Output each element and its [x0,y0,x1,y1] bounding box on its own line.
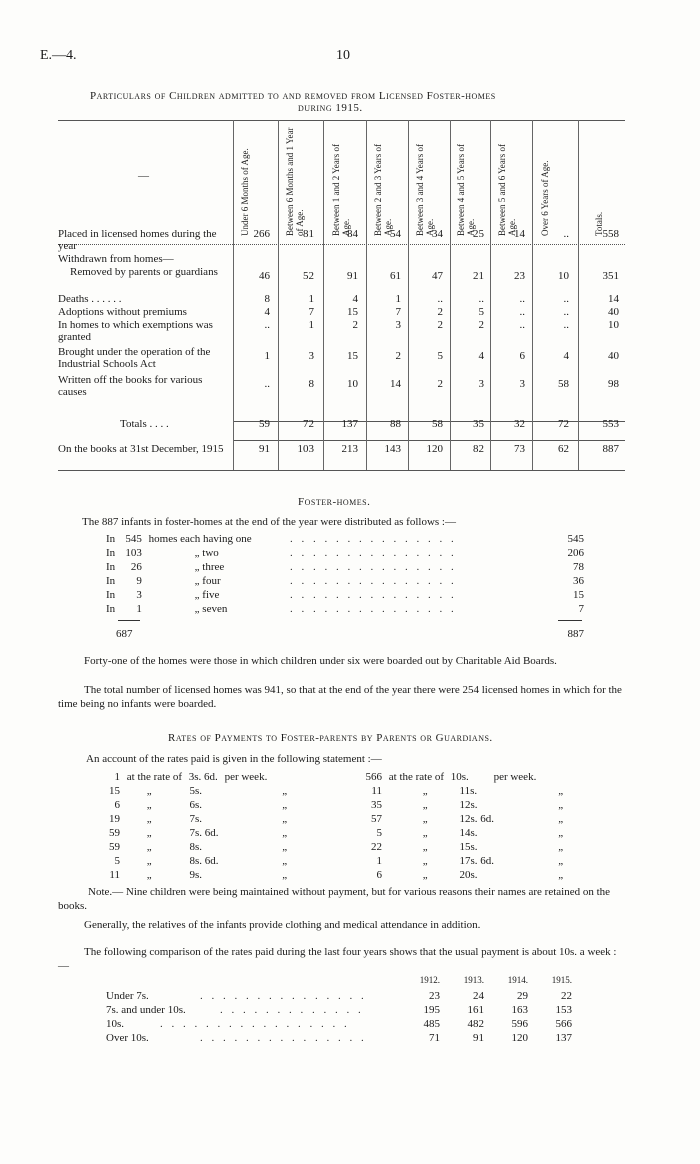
cell: 10 [347,378,358,390]
cell: 35 [473,418,484,430]
rate: 14s. [459,827,478,839]
row-label-on-books: On the books at 31st December, 1915 [58,443,224,455]
cell: 485 [423,1018,440,1030]
cell: 81 [303,228,314,240]
cell: 24 [473,990,484,1002]
homes-desc: „ three [194,561,225,573]
cell: 34 [432,228,443,240]
col-head-1-2-years: Between 1 and 2 Years of Age. [331,144,351,236]
per-week: „ [558,869,564,881]
cell: 91 [347,270,358,282]
col-head-totals: Totals. [594,211,604,236]
cell: 2 [395,350,401,362]
cell: .. [519,319,525,331]
in-word: In [106,533,116,545]
per-week: „ [282,827,288,839]
cell: 351 [602,270,619,282]
count: 6 [114,799,120,811]
count: 22 [371,841,382,853]
cell: 47 [432,270,443,282]
list-item [106,603,227,615]
cell: 2 [352,319,358,331]
list-item [106,561,224,573]
list-item [360,799,563,811]
rates-intro: An account of the rates paid is given in the following statement :— [86,753,382,765]
sum-homes: 687 [116,628,133,640]
per-week: „ [558,785,564,797]
cell: 163 [511,1004,528,1016]
in-word: In [106,561,116,573]
ditto: „ [146,869,152,881]
row-label-industrial: Brought under the operation of the Industrial Schools Act [58,346,211,370]
cell: .. [519,293,525,305]
count: 11 [109,869,120,881]
col-head-under-6-months: Under 6 Months of Age. [240,148,250,236]
leader-dots: . . . . . . . . . . . . . . . [200,1032,367,1044]
ditto: „ [422,841,428,853]
count: 59 [109,827,120,839]
cell: 52 [303,270,314,282]
cell: 1 [264,350,270,362]
cell: 1 [395,293,401,305]
cell: 2 [437,306,443,318]
list-item [360,813,563,825]
list-item [100,799,287,811]
row-label-written-off: Written off the books for various causes [58,374,203,398]
cell: 6 [519,350,525,362]
rate: 7s. 6d. [189,827,219,839]
homes-desc: „ two [194,547,219,559]
leader-dots: . . . . . . . . . . . . . . . [290,533,457,545]
cell: 14 [514,228,525,240]
cell: 137 [341,418,358,430]
cell: 161 [467,1004,484,1016]
cell: 137 [555,1032,572,1044]
cell: 3 [308,350,314,362]
cell: 1 [308,293,314,305]
cell: 482 [467,1018,484,1030]
foster-intro: The 887 infants in foster-homes at the end of the year were distributed as follows :— [82,516,456,528]
row-label-exemptions: In homes to which exemptions was granted [58,319,213,343]
ditto: „ [422,785,428,797]
homes-count: 3 [136,589,142,601]
cell: .. [563,319,569,331]
rate: 10s. [450,771,469,783]
cell: 32 [514,418,525,430]
homes-desc: homes each having one [148,533,252,545]
cell: 98 [608,378,619,390]
list-item [360,855,563,867]
cell: 15 [347,306,358,318]
cell: 566 [555,1018,572,1030]
homes-desc: „ five [194,589,220,601]
in-word: In [106,589,116,601]
homes-desc: „ four [194,575,221,587]
rate: 20s. [459,869,478,881]
col-head-5-6-years: Between 5 and 6 Years of Age. [497,144,517,236]
cell: 91 [473,1032,484,1044]
cell: .. [264,378,270,390]
cell: .. [264,319,270,331]
count: 6 [376,869,382,881]
year-header: 1913. [463,975,484,985]
cell: 887 [602,443,619,455]
cell: 3 [478,378,484,390]
rate: 12s. 6d. [459,813,495,825]
sum-rule [118,620,140,621]
homes-desc: „ seven [194,603,228,615]
cell: 596 [511,1018,528,1030]
year-header: 1912. [419,975,440,985]
per-week: per week. [224,771,268,783]
list-item [360,827,563,839]
ditto: „ [422,799,428,811]
row-label-removed: Removed by parents or guardians [70,266,218,278]
cell: 61 [390,270,401,282]
list-item [106,589,219,601]
cell: 1 [308,319,314,331]
rate: 15s. [459,841,478,853]
licensed-homes-paragraph: The total number of licensed homes was 941, so that at the end of the year there were 254 licensed homes in which for the time being no infants were boarded. [58,684,622,710]
cell: 21 [473,270,484,282]
ditto: at the rate of [388,771,445,783]
ditto: „ [146,855,152,867]
children-particulars-table [58,120,625,472]
table1-title-line2: during 1915. [298,102,363,114]
row-total: 7 [578,603,584,615]
count: 15 [109,785,120,797]
ditto: at the rate of [126,771,183,783]
per-week: „ [282,799,288,811]
cell: .. [519,306,525,318]
year-header: 1915. [551,975,572,985]
per-week: „ [558,855,564,867]
row-label-totals: Totals . . . . [120,418,169,430]
cell: .. [563,306,569,318]
in-word: In [106,575,116,587]
rate: 8s. 6d. [189,855,219,867]
cell: 73 [514,443,525,455]
cell: 72 [303,418,314,430]
sum-rule [558,620,582,621]
row-total: 36 [573,575,584,587]
cell: 2 [437,319,443,331]
leader-dots: . . . . . . . . . . . . . . . [290,575,457,587]
cell: 195 [423,1004,440,1016]
count: 1 [114,771,120,783]
rate: 3s. 6d. [188,771,218,783]
note-paragraph: Note.— Nine children were being maintained without payment, but for various reasons their names are retained on the books. [58,886,611,912]
col-head-2-3-years: Between 2 and 3 Years of Age. [373,144,393,236]
comparison-label: 10s. [106,1018,125,1030]
cell: 120 [511,1032,528,1044]
cell: 266 [253,228,270,240]
cell: 58 [432,418,443,430]
cell: 213 [341,443,358,455]
list-item [100,855,287,867]
homes-count: 103 [125,547,142,559]
per-week: „ [282,869,288,881]
leader-dots: . . . . . . . . . . . . . . . [200,990,367,1002]
cell: 15 [347,350,358,362]
row-label-adoptions: Adoptions without premiums [58,306,187,318]
list-item [360,771,536,783]
cell: 84 [347,228,358,240]
cell: 4 [352,293,358,305]
cell: 153 [555,1004,572,1016]
cell: 71 [429,1032,440,1044]
count: 1 [376,855,382,867]
cell: 46 [259,270,270,282]
comparison-label: Over 10s. [106,1032,149,1044]
cell: 10 [558,270,569,282]
per-week: „ [558,799,564,811]
col-head-6-months-1-year: Between 6 Months and 1 Year of Age. [285,127,305,236]
per-week: „ [558,827,564,839]
row-label-deaths: Deaths . . . . . . [58,293,122,305]
cell: 40 [608,306,619,318]
leader-dots: . . . . . . . . . . . . . . . [290,561,457,573]
cell: 7 [395,306,401,318]
ditto: „ [422,827,428,839]
rate: 12s. [459,799,478,811]
cell: 7 [308,306,314,318]
row-label-withdrawn: Withdrawn from homes— [58,253,174,265]
cell: 40 [608,350,619,362]
count: 5 [376,827,382,839]
count: 35 [371,799,382,811]
cell: 8 [308,378,314,390]
cell: 59 [259,418,270,430]
comparison-label: Under 7s. [106,990,149,1002]
rate: 6s. [189,799,203,811]
cell: 8 [264,293,270,305]
cell: 558 [602,228,619,240]
cell: .. [563,228,569,240]
count: 57 [371,813,382,825]
cell: 4 [563,350,569,362]
list-item [100,827,287,839]
homes-count: 1 [136,603,142,615]
cell: 82 [473,443,484,455]
cell: 553 [602,418,619,430]
cell: 4 [478,350,484,362]
rate: 11s. [459,785,478,797]
list-item [100,785,287,797]
per-week: per week. [493,771,537,783]
list-item [360,841,563,853]
leader-dots: . . . . . . . . . . . . . [220,1004,364,1016]
ditto: „ [146,813,152,825]
row-total: 78 [573,561,584,573]
list-item [100,841,287,853]
list-item [106,547,219,559]
list-item [360,869,563,881]
table1-title: Particulars of Children admitted to and removed from Licensed Foster-homes [90,90,496,102]
cell: 10 [608,319,619,331]
per-week: „ [558,841,564,853]
ditto: „ [146,841,152,853]
col-head-over-6-years: Over 6 Years of Age. [540,160,550,236]
cell: 2 [437,378,443,390]
rate: 7s. [189,813,203,825]
cell: 3 [395,319,401,331]
homes-count: 545 [125,533,142,545]
cell: 62 [558,443,569,455]
count: 5 [114,855,120,867]
count: 59 [109,841,120,853]
cell: .. [437,293,443,305]
list-item [100,813,287,825]
leader-dots: . . . . . . . . . . . . . . . [290,547,457,559]
cell: 23 [514,270,525,282]
per-week: „ [282,855,288,867]
list-item [100,869,287,881]
rates-heading: Rates of Payments to Foster-parents by Parents or Guardians. [168,732,493,744]
ditto: „ [422,813,428,825]
leader-dots: . . . . . . . . . . . . . . . [290,589,457,601]
year-header: 1914. [507,975,528,985]
col-head-4-5-years: Between 4 and 5 Years of Age. [456,144,476,236]
cell: 58 [558,378,569,390]
foster-heading: Foster-homes. [298,496,371,508]
rate: 9s. [189,869,203,881]
row-label-placed: Placed in licensed homes during the year [58,228,217,252]
per-week: „ [282,841,288,853]
list-item [106,533,252,545]
count: 19 [109,813,120,825]
cell: 120 [426,443,443,455]
list-item [360,785,563,797]
cell: 23 [429,990,440,1002]
ditto: „ [146,785,152,797]
row-total: 545 [567,533,584,545]
cell: .. [478,293,484,305]
cell: 91 [259,443,270,455]
homes-count: 26 [130,561,142,573]
charitable-aid-paragraph: Forty-one of the homes were those in which children under six were boarded out by Charitable Aid Boards. [84,655,557,667]
rate: 17s. 6d. [459,855,495,867]
in-word: In [106,603,116,615]
per-week: „ [558,813,564,825]
ditto: „ [146,827,152,839]
ditto: „ [146,799,152,811]
header-dash: — [138,170,149,182]
cell: 143 [384,443,401,455]
cell: 72 [558,418,569,430]
ditto: „ [422,869,428,881]
in-word: In [106,547,116,559]
count: 566 [365,771,382,783]
generally-paragraph: Generally, the relatives of the infants provide clothing and medical attendance in addition. [84,919,481,931]
col-head-3-4-years: Between 3 and 4 Years of Age. [415,144,435,236]
rate: 5s. [189,785,203,797]
leader-dots: . . . . . . . . . . . . . . . [290,603,457,615]
row-total: 206 [567,547,584,559]
ditto: „ [422,855,428,867]
cell: 4 [264,306,270,318]
cell: 2 [478,319,484,331]
cell: .. [563,293,569,305]
page-number: 10 [336,48,350,63]
comparison-label: 7s. and under 10s. [106,1004,186,1016]
leader-dots: . . . . . . . . . . . . . . . . . [160,1018,350,1030]
rate: 8s. [189,841,203,853]
per-week: „ [282,813,288,825]
cell: 22 [561,990,572,1002]
cell: 3 [519,378,525,390]
cell: 14 [390,378,401,390]
row-total: 15 [573,589,584,601]
page-ref: E.—4. [40,48,77,63]
per-week: „ [282,785,288,797]
cell: 25 [473,228,484,240]
cell: 14 [608,293,619,305]
count: 11 [371,785,382,797]
list-item [100,771,267,783]
sum-total: 887 [567,628,584,640]
comparison-intro: The following comparison of the rates paid during the last four years shows that the usual payment is about 10s. a week :— [58,946,617,972]
cell: 54 [390,228,401,240]
cell: 88 [390,418,401,430]
homes-count: 9 [136,575,142,587]
cell: 29 [517,990,528,1002]
cell: 5 [437,350,443,362]
cell: 5 [478,306,484,318]
list-item [106,575,221,587]
cell: 103 [297,443,314,455]
